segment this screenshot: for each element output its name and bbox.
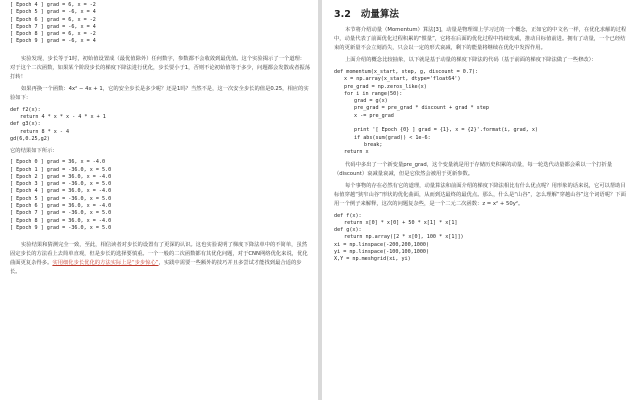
code-line: [ Epoch 3 ] grad = -36.0, x = 5.0 <box>10 181 112 188</box>
code-line: if abs(sum(grad)) < 1e-6: <box>354 134 431 141</box>
code-line: [ Epoch 7 ] grad = -36.0, x = 5.0 <box>10 210 112 217</box>
code-output-block <box>10 159 310 232</box>
code-line: [ Epoch 6 ] grad = 36.0, x = -4.0 <box>10 203 112 210</box>
code-line: x -= pre_grad <box>354 112 394 119</box>
code-line: grad = g(x) <box>354 98 388 105</box>
code-line: return 4 * x * x - 4 * x + 1 <box>20 114 106 121</box>
paragraph-text: 实验结果和猜测完全一致，至此，相信读者对步长的设置有了更深的认识。这也实验说明了梯度下降法单中的不简单，虽然固定步长的方法看上去简单直观，但是步长的选择要慎重。一个一般的二次函数都有其优化问题，对于CNN网络优化来说，优化曲面更复杂得多。 <box>10 242 308 267</box>
code-line: [ Epoch 6 ] grad = 6, x = -2 <box>10 16 96 23</box>
code-line: pre_grad = np.zeros_like(x) <box>344 83 427 90</box>
code-line: X,Y = np.meshgrid(xi, yi) <box>334 256 411 263</box>
code-block <box>10 107 310 143</box>
code-line: for i in range(50): <box>344 90 403 97</box>
code-line: [ Epoch 9 ] grad = -6, x = 4 <box>10 38 96 45</box>
code-line: [ Epoch 5 ] grad = -36.0, x = 5.0 <box>10 195 112 202</box>
code-line: print '[ Epoch {0} ] grad = {1}, x = {2}'.format(i, grad, x) <box>354 127 539 134</box>
code-line: [ Epoch 8 ] grad = 6, x = -2 <box>10 31 96 38</box>
code-line: return 8 * x - 4 <box>20 128 70 135</box>
code-line: [ Epoch 1 ] grad = -36.0, x = 5.0 <box>10 166 112 173</box>
code-line: def f(x): <box>334 212 362 219</box>
code-line: [ Epoch 9 ] grad = -36.0, x = 5.0 <box>10 224 112 231</box>
code-line: def momentum(x_start, step, g, discount = 0.7): <box>334 69 479 75</box>
code-line: return x <box>344 149 369 156</box>
code-line: def g3(x): <box>10 121 41 128</box>
right-page <box>322 0 640 400</box>
code-line: def g(x): <box>334 227 362 234</box>
code-line: [ Epoch 7 ] grad = -6, x = 4 <box>10 23 96 30</box>
code-line: yi = np.linspace(-100,100,1000) <box>334 249 430 256</box>
code-line: pre_grad = pre_grad * discount + grad * step <box>354 105 489 112</box>
code-block <box>334 69 630 157</box>
code-line: break; <box>364 141 383 148</box>
code-output-block <box>10 2 310 46</box>
highlighted-text: 实用细化步长优化的方法实际上是“步步惊心” <box>52 260 159 267</box>
section-number: 3.2 <box>334 9 351 20</box>
code-line: [ Epoch 5 ] grad = -6, x = 4 <box>10 9 96 16</box>
paragraph <box>10 241 310 277</box>
paragraph: 每个事物的存在必然有它的道理，动量算法和前面介绍的梯度下降法相比有什么优点呢？用形象的话来说，它可以帮助目标值穿越“狭窄山谷”形状的优化曲面，从而到达最终的最优点。那么，什么是“山谷”，怎么理解“穿越山谷”这个词语呢？下面用一个例子来解释，这次的问题复杂些，是一个二元二次函数：z = x² + 50y²。 <box>334 182 626 207</box>
code-line: return x[0] * x[0] + 50 * x[1] * x[1] <box>344 219 458 226</box>
result-label: 它的结果如下所示： <box>10 148 58 155</box>
code-line: return np.array([2 * x[0], 100 * x[1]]) <box>344 234 464 241</box>
code-line: [ Epoch 0 ] grad = 36, x = -4.0 <box>10 159 106 166</box>
paragraph: 代码中多出了一个新变量pre_grad，这个变量就是用于存储历史积累的动量，每一轮迭代动量都会乘以一个打折量（discount）衰减量衰减，但是它依然会被用于更新参数。 <box>334 161 613 177</box>
code-line: xi = np.linspace(-200,200,1000) <box>334 241 430 248</box>
code-line: [ Epoch 4 ] grad = 36.0, x = -4.0 <box>10 188 112 195</box>
paragraph: 如果再换一个函数：4x² − 4x + 1，它的安全步长是多少呢？还是1吗？当然不是，这一次安全步长的值是0.25，相应的实验如下： <box>10 85 309 101</box>
paragraph-text: ，实践中需要一些额外的技巧并且多尝试才能找到最合适的步长。 <box>10 260 302 276</box>
code-line: [ Epoch 8 ] grad = 36.0, x = -4.0 <box>10 217 112 224</box>
code-line: [ Epoch 4 ] grad = 6, x = -2 <box>10 2 96 8</box>
code-block <box>334 213 630 264</box>
code-line: [ Epoch 2 ] grad = 36.0, x = -4.0 <box>10 173 112 180</box>
paragraph: 本节将介绍动量（Momentum）算法[3]，动量是物理课上学习过的一个概念，正如它的中文名一样，在优化求解的过程中，动量代表了前面优化过程积累的“惯量”，它将在后面的优化过程中持续发威，推动目标值前进。拥有了动量，一个已经结束的更新量不会立刻消失，只会以一定的形式衰减，剩下的能量将继续在优化中发挥作用。 <box>334 27 627 51</box>
section-heading <box>334 6 630 20</box>
paragraph: 上面介绍的概念比较抽象，以下就是基于动量的梯度下降法的代码（基于前面的梯度下降法做了一些修改）： <box>345 57 597 63</box>
paragraph: 实验发现，步长等于1时，初始值设置成（最优值除外）任何数字，参数都不会收敛到最优值。这个实验揭示了一个道理：对于这个二次函数，如果某个阶段步长的梯度下降法进行优化，步长要小于1，否则不论初始值等于多少，问题都会发散或者振荡打转！ <box>10 55 310 80</box>
section-title: 动量算法 <box>360 9 399 20</box>
code-line: x = np.array(x_start, dtype='float64') <box>344 76 461 83</box>
code-line: def f2(x): <box>10 106 41 113</box>
code-line <box>334 120 630 127</box>
left-page <box>0 0 318 400</box>
code-line: gd(6,0.25,g2) <box>10 135 50 142</box>
